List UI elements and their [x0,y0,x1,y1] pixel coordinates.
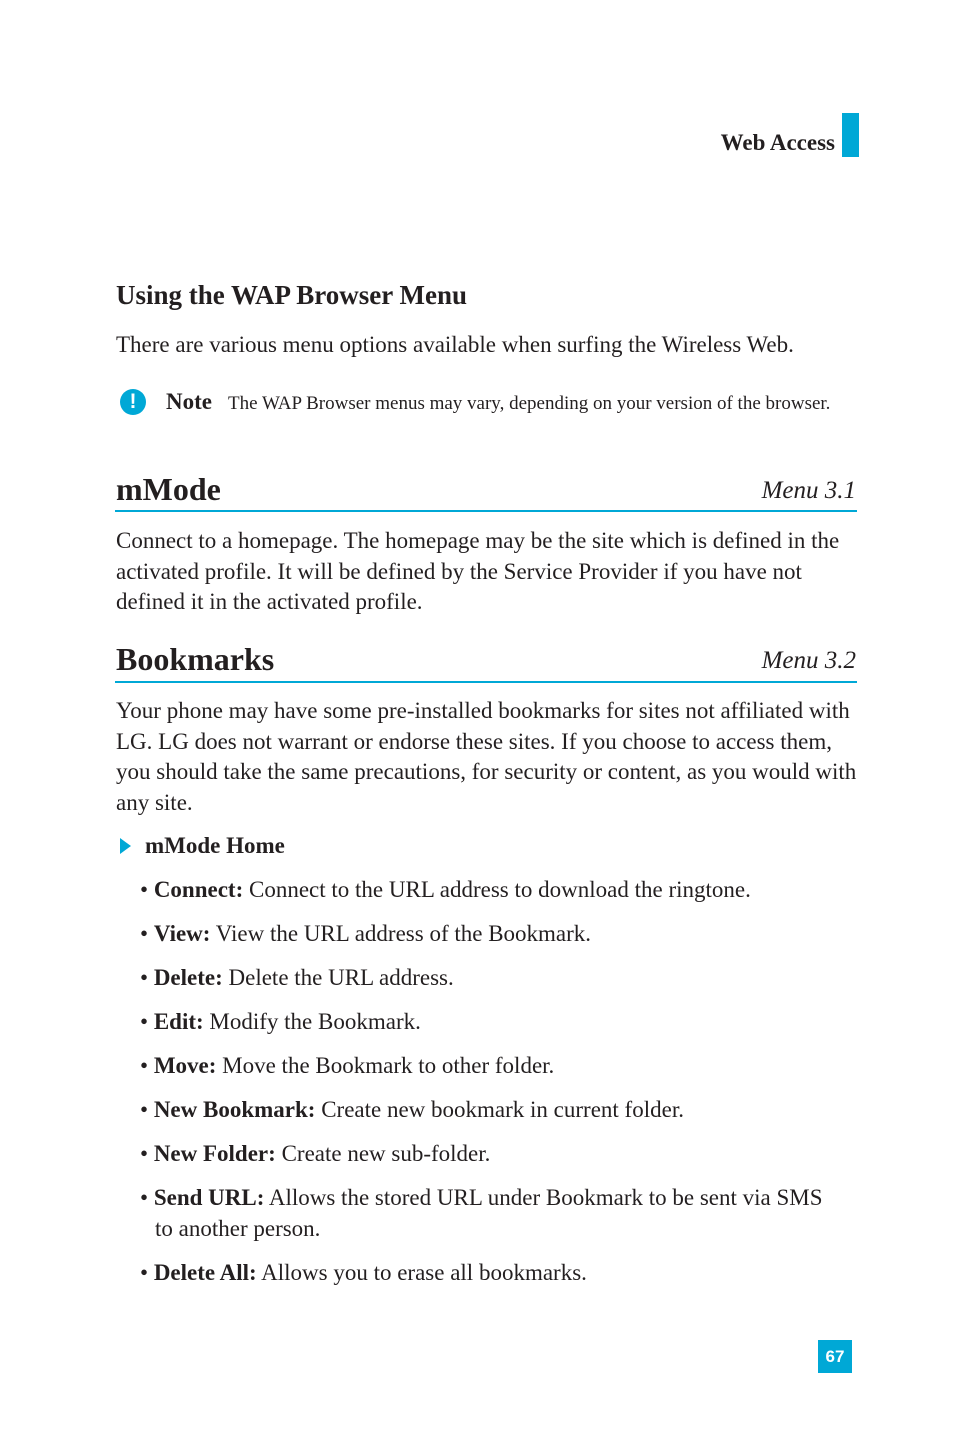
note-label: Note [166,389,212,414]
option-term: Send URL: [153,1185,265,1210]
option-term: New Bookmark: [153,1097,316,1122]
section-menu-bookmarks: Menu 3.2 [761,647,856,674]
option-description: View the URL address of the Bookmark. [215,921,592,946]
option-term: Delete All: [153,1259,257,1285]
option-term: Connect: [153,877,244,902]
section-title-mmode: mMode [116,471,221,507]
header-tab-marker [842,113,859,157]
list-item: • New Folder: Create new sub-folder. [140,1141,491,1166]
section-paragraph-bookmarks: Your phone may have some pre-installed bookmarks for sites not affiliated with LG. LG does not warrant or endorse these sites. If you choose to access them, you should take the same precautions, for security or content, as you would with any site. [116,698,857,815]
option-description: Delete the URL address. [228,965,454,990]
list-item: • New Bookmark: Create new bookmark in current folder. [140,1097,684,1122]
option-term: Delete: [153,965,223,990]
exclamation-icon: ! [120,389,146,415]
list-item: • Connect: Connect to the URL address to download the ringtone. [140,877,751,902]
list-item: • Edit: Modify the Bookmark. [140,1009,421,1034]
option-description: Allows the stored URL under Bookmark to be sent via SMS to another person. [155,1185,823,1241]
intro-paragraph: There are various menu options available when surfing the Wireless Web. [116,332,794,357]
option-description: Connect to the URL address to download the ringtone. [249,877,751,902]
note-text: The WAP Browser menus may vary, depending on your version of the browser. [228,393,831,414]
option-description: Modify the Bookmark. [209,1009,421,1034]
triangle-right-icon [120,838,131,854]
option-term: View: [153,921,211,946]
option-term: New Folder: [153,1141,276,1166]
list-item: • View: View the URL address of the Bookmark. [140,921,592,946]
section-divider [115,510,857,512]
section-divider [115,681,857,683]
option-term: Move: [153,1053,217,1078]
option-description: Move the Bookmark to other folder. [222,1053,555,1078]
list-item: • Move: Move the Bookmark to other folder. [140,1053,555,1078]
section-menu-mmode: Menu 3.1 [761,477,856,504]
submenu-option-list [140,875,830,1302]
section-title-bookmarks: Bookmarks [116,641,275,677]
list-item: • Send URL: Allows the stored URL under Bookmark to be sent via SMS to another person. [140,1185,823,1241]
running-header: Web Access [720,130,835,155]
option-description: Create new sub-folder. [281,1141,491,1166]
page-number: 67 [825,1347,845,1366]
submenu-title: mMode Home [145,833,285,858]
option-term: Edit: [153,1009,204,1034]
list-item: • Delete: Delete the URL address. [140,965,454,990]
subsection-heading: Using the WAP Browser Menu [116,280,468,310]
list-item: • Delete All: Allows you to erase all bookmarks. [140,1259,587,1285]
section-paragraph-mmode: Connect to a homepage. The homepage may be the site which is defined in the activated profile. It will be defined by the Service Provider if you have not defined it in the activated profile. [116,528,840,614]
option-description: Create new bookmark in current folder. [321,1097,684,1122]
option-description: Allows you to erase all bookmarks. [261,1259,587,1285]
